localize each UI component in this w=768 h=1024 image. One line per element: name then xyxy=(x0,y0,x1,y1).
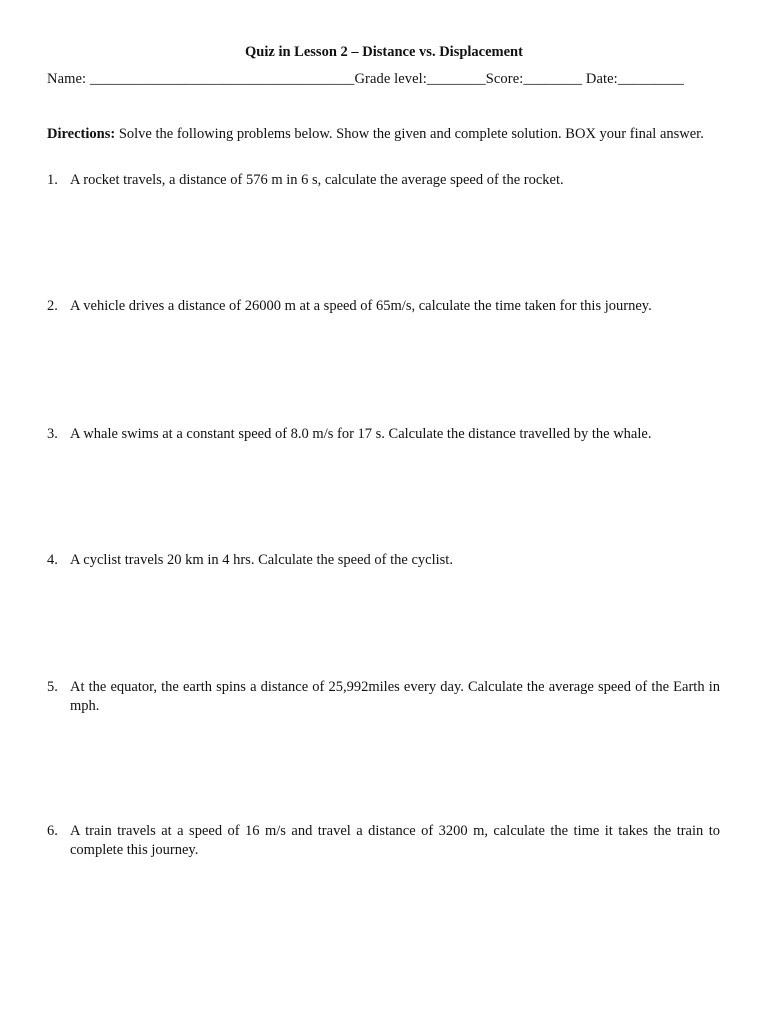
question-number: 3. xyxy=(47,426,58,442)
quiz-title: Quiz in Lesson 2 – Distance vs. Displacement xyxy=(245,44,523,60)
question-item xyxy=(47,171,720,190)
question-number: 5. xyxy=(47,679,58,695)
question-text: A rocket travels, a distance of 576 m in 6 s, calculate the average speed of the rocket. xyxy=(70,172,564,188)
question-text: A vehicle drives a distance of 26000 m at a speed of 65m/s, calculate the time taken for this journey. xyxy=(70,298,652,314)
question-item xyxy=(47,822,720,860)
question-text: A train travels at a speed of 16 m/s and travel a distance of 3200 m, calculate the time it takes the train to complete this journey. xyxy=(70,823,720,858)
question-number: 1. xyxy=(47,172,58,188)
question-number: 6. xyxy=(47,823,58,839)
question-item xyxy=(47,678,720,716)
question-text: A whale swims at a constant speed of 8.0 m/s for 17 s. Calculate the distance travelled by the whale. xyxy=(70,426,652,442)
student-info-line: Name: ____________________________________Grade level:________Score:________ Date:_________ xyxy=(47,71,684,87)
question-text: A cyclist travels 20 km in 4 hrs. Calculate the speed of the cyclist. xyxy=(70,552,453,568)
question-number: 2. xyxy=(47,298,58,314)
directions-text: Solve the following problems below. Show the given and complete solution. BOX your final answer. xyxy=(115,126,704,142)
question-number: 4. xyxy=(47,552,58,568)
directions-paragraph xyxy=(47,125,717,144)
question-item xyxy=(47,297,720,316)
question-item xyxy=(47,425,720,444)
question-text: At the equator, the earth spins a distance of 25,992miles every day. Calculate the average speed of the Earth in mph. xyxy=(70,679,720,714)
question-item xyxy=(47,551,720,570)
directions-block xyxy=(47,125,717,144)
directions-label: Directions: xyxy=(47,126,116,142)
